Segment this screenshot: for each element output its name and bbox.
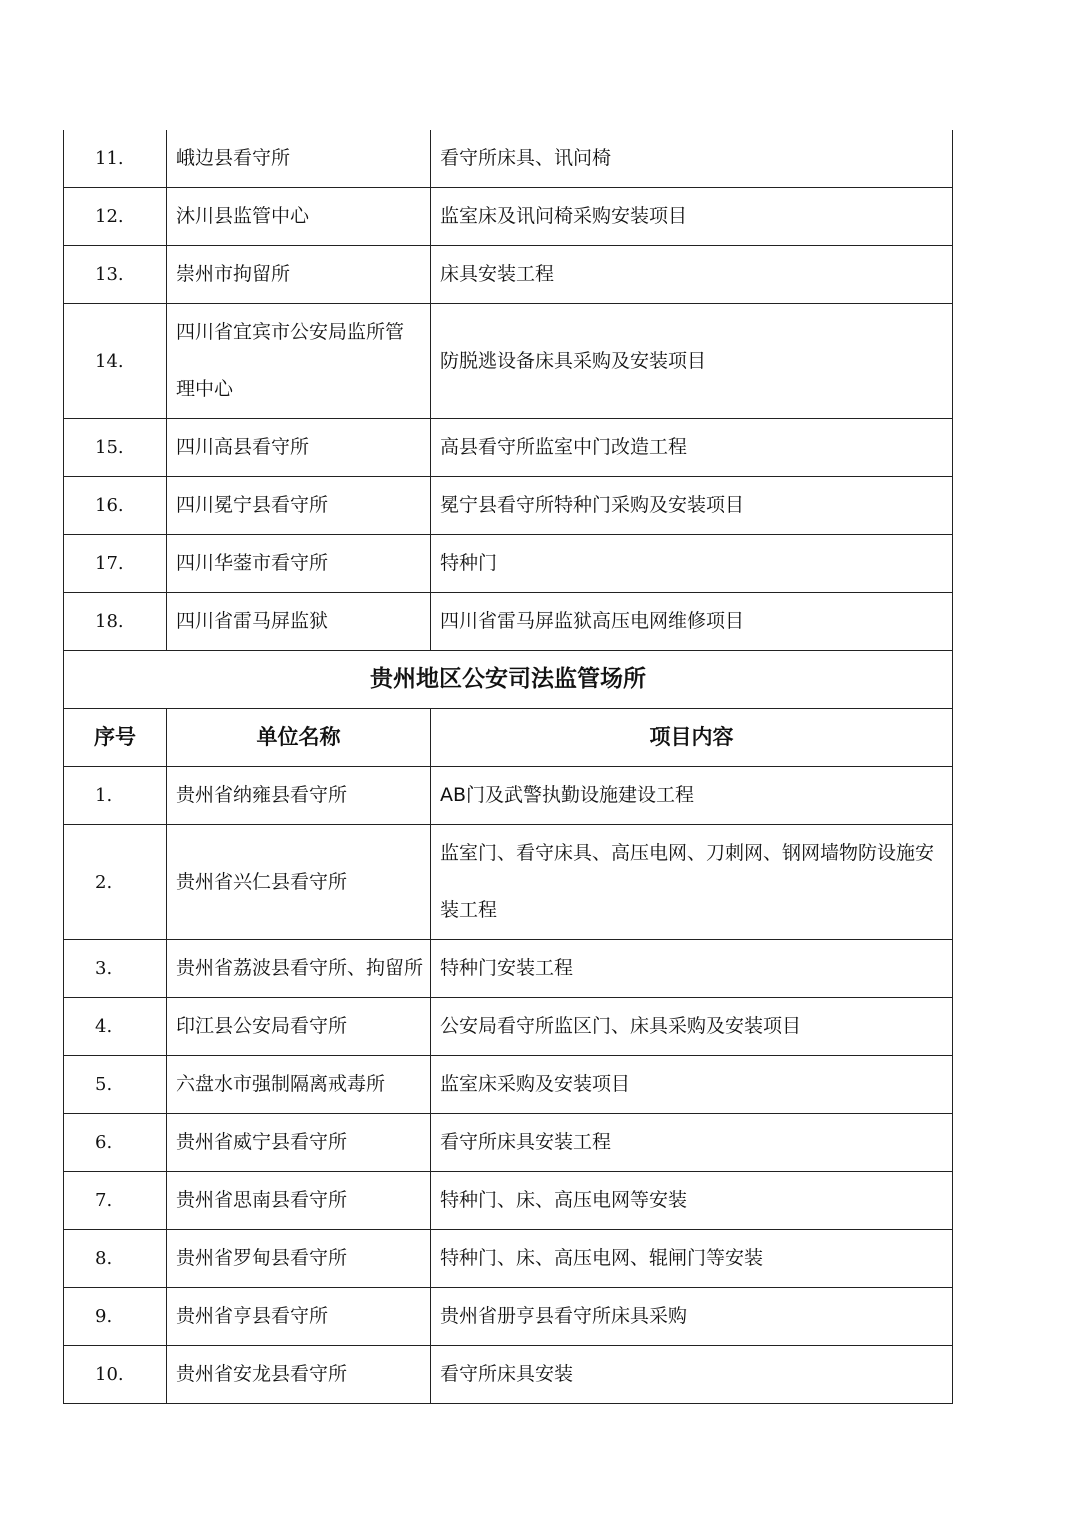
- facility-project-table: [63, 130, 953, 1404]
- row-number: 8.: [64, 1230, 167, 1288]
- unit-name: 贵州省威宁县看守所: [167, 1114, 431, 1172]
- row-number: 18.: [64, 593, 167, 651]
- row-number: 3.: [64, 940, 167, 998]
- table-header-row: [64, 709, 953, 767]
- unit-name: 贵州省罗甸县看守所: [167, 1230, 431, 1288]
- unit-name: 贵州省兴仁县看守所: [167, 825, 431, 940]
- row-number: 17.: [64, 535, 167, 593]
- unit-name: 贵州省思南县看守所: [167, 1172, 431, 1230]
- table-row: [64, 1114, 953, 1172]
- section-title: 贵州地区公安司法监管场所: [64, 651, 953, 709]
- project-content: 监室床采购及安装项目: [431, 1056, 953, 1114]
- table-row: [64, 940, 953, 998]
- unit-name: 四川高县看守所: [167, 419, 431, 477]
- unit-name: 四川省宜宾市公安局监所管理中心: [167, 304, 431, 419]
- row-number: 2.: [64, 825, 167, 940]
- table-row: [64, 1288, 953, 1346]
- table-row: [64, 419, 953, 477]
- project-content: 贵州省册亨县看守所床具采购: [431, 1288, 953, 1346]
- project-content: 床具安装工程: [431, 246, 953, 304]
- table-row: [64, 1056, 953, 1114]
- table-row: [64, 535, 953, 593]
- row-number: 7.: [64, 1172, 167, 1230]
- unit-name: 贵州省安龙县看守所: [167, 1346, 431, 1404]
- project-content: 特种门: [431, 535, 953, 593]
- project-content: 冕宁县看守所特种门采购及安装项目: [431, 477, 953, 535]
- row-number: 11.: [64, 130, 167, 188]
- project-content: 四川省雷马屏监狱高压电网维修项目: [431, 593, 953, 651]
- row-number: 13.: [64, 246, 167, 304]
- row-number: 12.: [64, 188, 167, 246]
- unit-name: 沐川县监管中心: [167, 188, 431, 246]
- table-row: [64, 130, 953, 188]
- table-row: [64, 767, 953, 825]
- unit-name: 贵州省亨县看守所: [167, 1288, 431, 1346]
- row-number: 5.: [64, 1056, 167, 1114]
- project-content: 监室门、看守床具、高压电网、刀刺网、钢网墙物防设施安装工程: [431, 825, 953, 940]
- row-number: 9.: [64, 1288, 167, 1346]
- row-number: 10.: [64, 1346, 167, 1404]
- project-content: 特种门安装工程: [431, 940, 953, 998]
- header-number: 序号: [64, 709, 167, 767]
- project-content: 特种门、床、高压电网、辊闸门等安装: [431, 1230, 953, 1288]
- table-row: [64, 998, 953, 1056]
- row-number: 16.: [64, 477, 167, 535]
- project-content: 监室床及讯问椅采购安装项目: [431, 188, 953, 246]
- header-project-content: 项目内容: [431, 709, 953, 767]
- header-unit-name: 单位名称: [167, 709, 431, 767]
- unit-name: 峨边县看守所: [167, 130, 431, 188]
- unit-name: 贵州省荔波县看守所、拘留所: [167, 940, 431, 998]
- table-row: [64, 304, 953, 419]
- table-row: [64, 1230, 953, 1288]
- table-row: [64, 246, 953, 304]
- project-content: 看守所床具安装工程: [431, 1114, 953, 1172]
- row-number: 4.: [64, 998, 167, 1056]
- project-content: 高县看守所监室中门改造工程: [431, 419, 953, 477]
- table-row: [64, 593, 953, 651]
- project-content: AB门及武警执勤设施建设工程: [431, 767, 953, 825]
- table-row: [64, 1346, 953, 1404]
- unit-name: 四川冕宁县看守所: [167, 477, 431, 535]
- row-number: 1.: [64, 767, 167, 825]
- project-content: 防脱逃设备床具采购及安装项目: [431, 304, 953, 419]
- row-number: 15.: [64, 419, 167, 477]
- unit-name: 贵州省纳雍县看守所: [167, 767, 431, 825]
- unit-name: 六盘水市强制隔离戒毒所: [167, 1056, 431, 1114]
- unit-name: 四川省雷马屏监狱: [167, 593, 431, 651]
- row-number: 14.: [64, 304, 167, 419]
- project-content: 看守所床具、讯问椅: [431, 130, 953, 188]
- row-number: 6.: [64, 1114, 167, 1172]
- section-title-row: [64, 651, 953, 709]
- table-row: [64, 825, 953, 940]
- table-row: [64, 188, 953, 246]
- table-row: [64, 477, 953, 535]
- table-row: [64, 1172, 953, 1230]
- project-content: 看守所床具安装: [431, 1346, 953, 1404]
- unit-name: 印江县公安局看守所: [167, 998, 431, 1056]
- project-content: 公安局看守所监区门、床具采购及安装项目: [431, 998, 953, 1056]
- project-content: 特种门、床、高压电网等安装: [431, 1172, 953, 1230]
- unit-name: 四川华蓥市看守所: [167, 535, 431, 593]
- unit-name: 崇州市拘留所: [167, 246, 431, 304]
